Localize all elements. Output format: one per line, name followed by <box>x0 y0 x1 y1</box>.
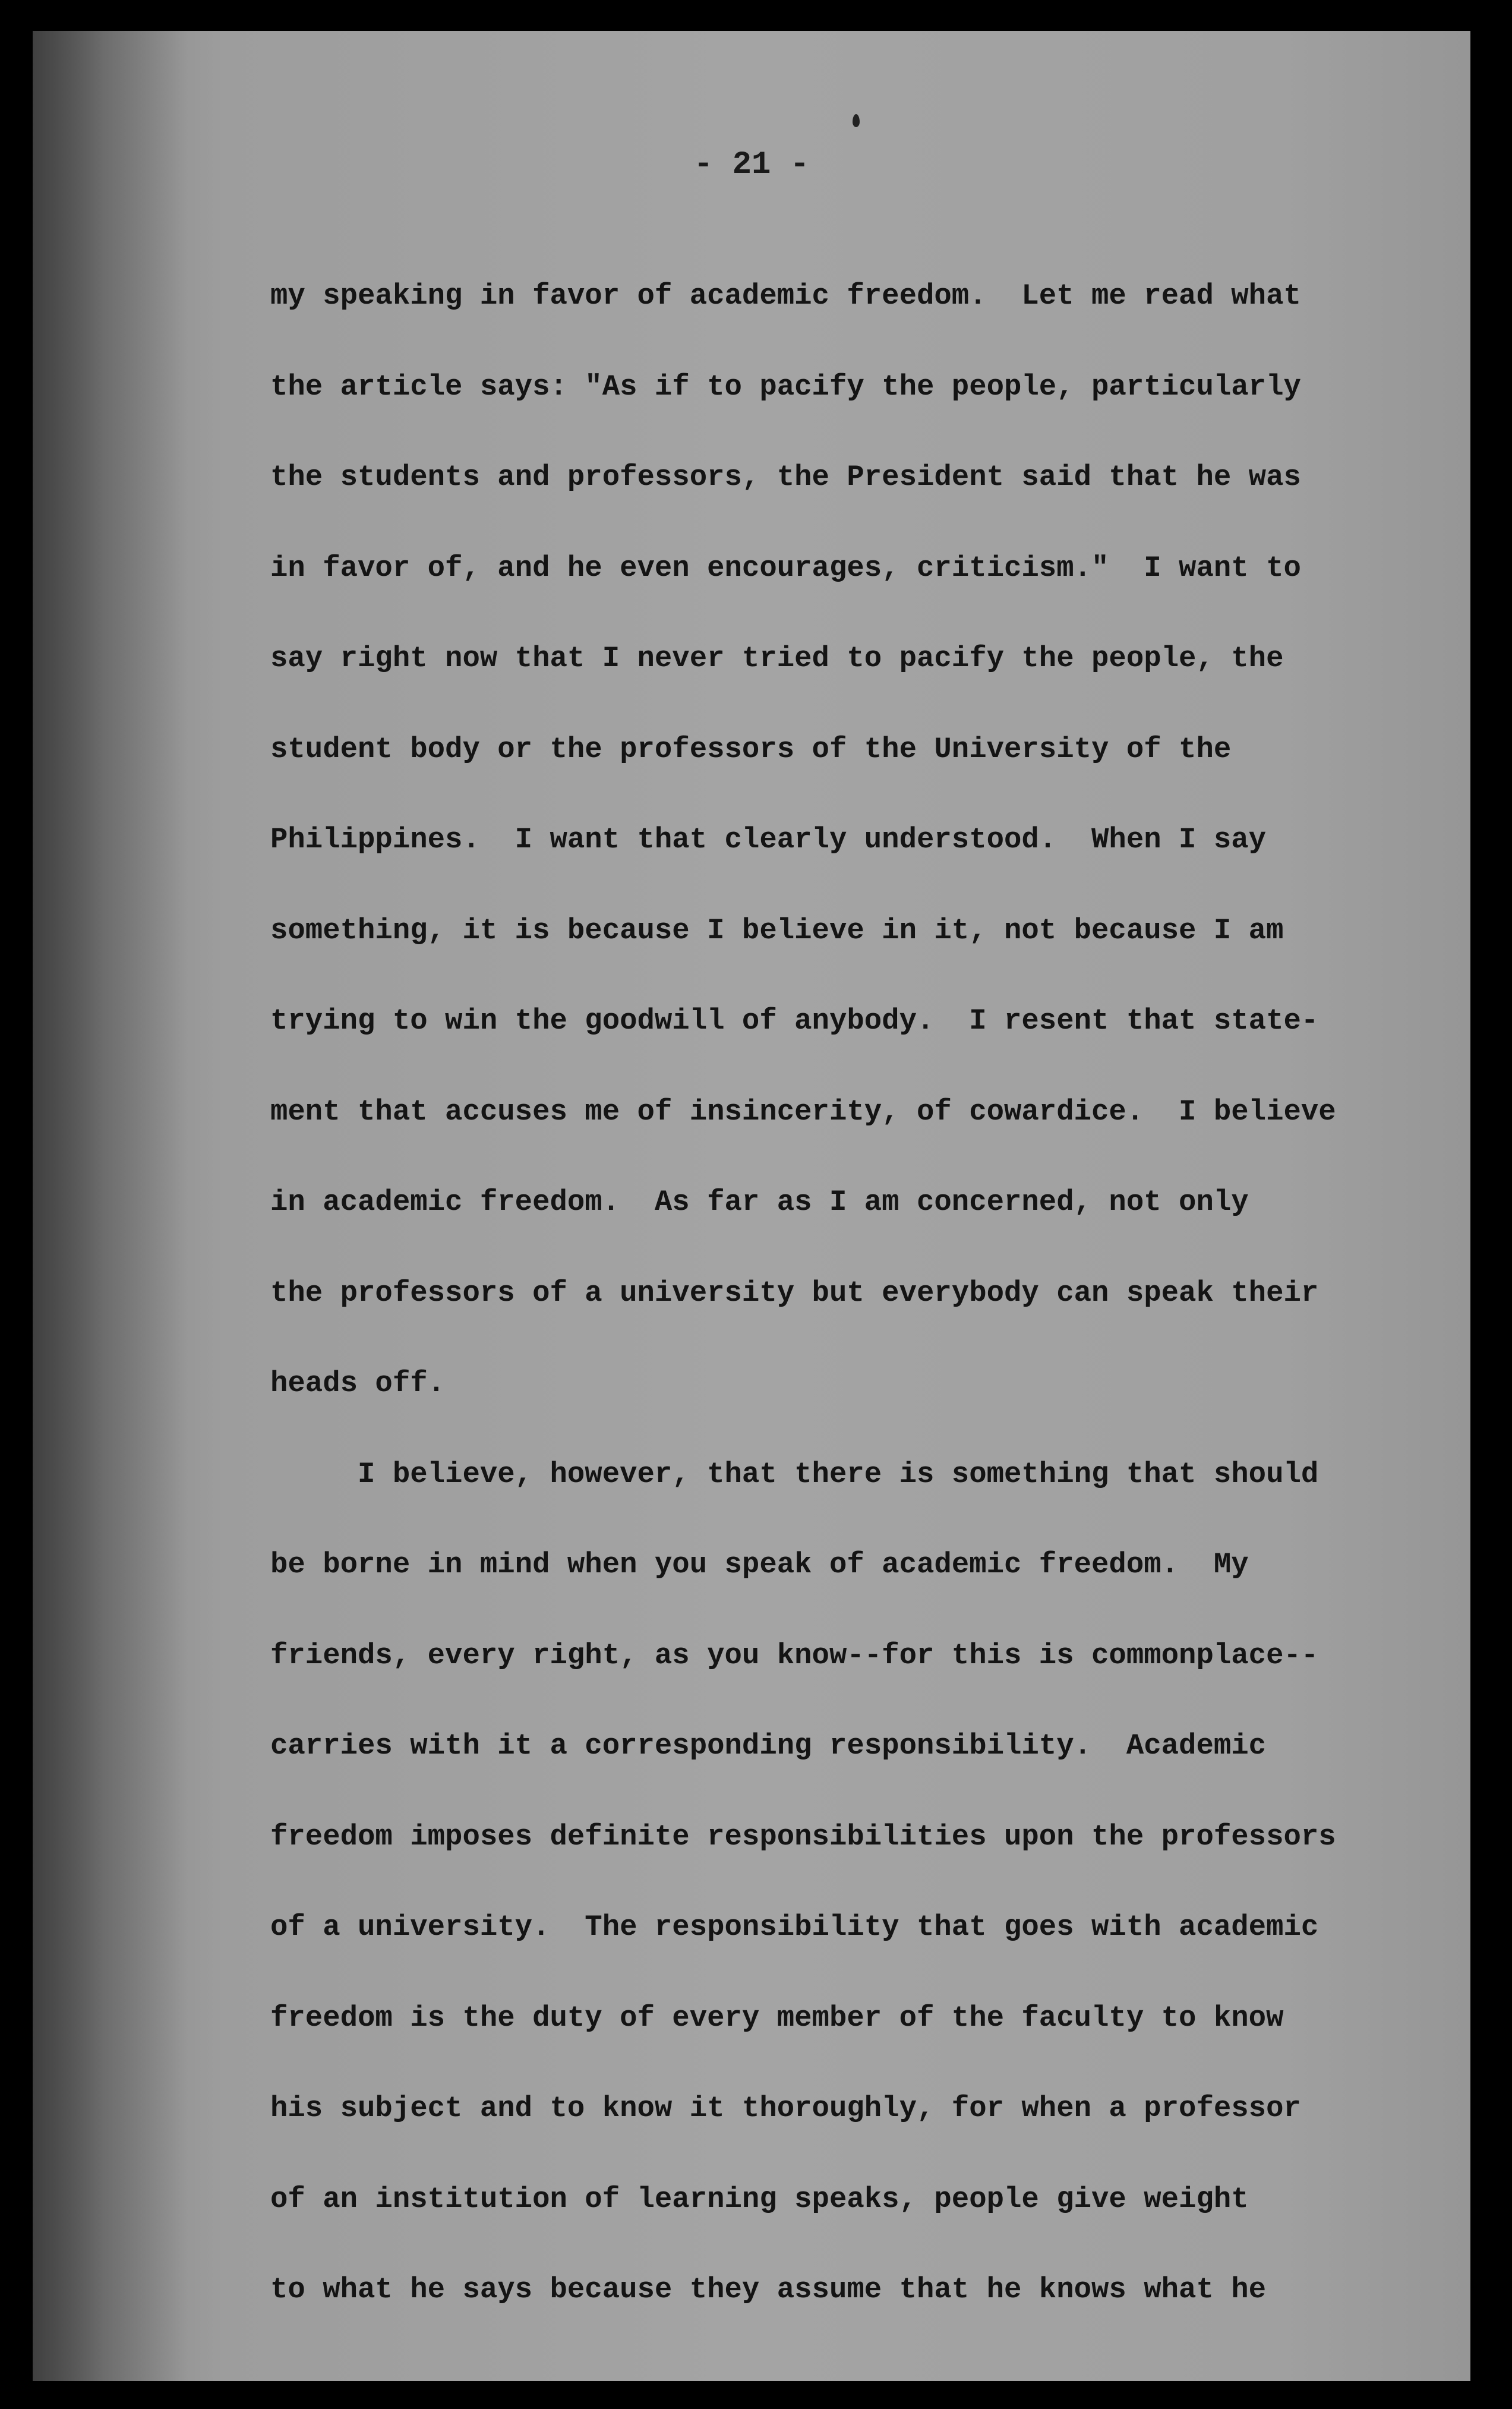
text-line: in favor of, and he even encourages, criticism." I want to <box>270 551 1301 585</box>
text-line: say right now that I never tried to pacify the people, the <box>270 642 1284 675</box>
text-line: student body or the professors of the University of the <box>270 732 1232 766</box>
text-line: my speaking in favor of academic freedom. Let me read what <box>270 279 1301 313</box>
text-line: the professors of a university but everybody can speak their <box>270 1276 1319 1310</box>
text-line: freedom is the duty of every member of the faculty to know <box>270 2001 1284 2035</box>
text-line: trying to win the goodwill of anybody. I resent that state- <box>270 1004 1319 1038</box>
text-line: carries with it a corresponding responsibility. Academic <box>270 1729 1267 1762</box>
text-line: the students and professors, the President said that he was <box>270 461 1301 494</box>
text-line: friends, every right, as you know--for this is commonplace-- <box>270 1638 1319 1672</box>
typewritten-page <box>33 31 1470 2381</box>
text-line: something, it is because I believe in it, not because I am <box>270 913 1284 947</box>
text-line: of an institution of learning speaks, people give weight <box>270 2182 1249 2216</box>
page-number: - 21 - <box>693 147 810 183</box>
text-line: his subject and to know it thoroughly, for when a professor <box>270 2092 1301 2125</box>
text-line: of a university. The responsibility that goes with academic <box>270 1910 1319 1944</box>
ink-mark <box>853 114 860 127</box>
text-line: Philippines. I want that clearly understood. When I say <box>270 823 1267 856</box>
text-line: in academic freedom. As far as I am concerned, not only <box>270 1185 1249 1219</box>
text-line: ment that accuses me of insincerity, of cowardice. I believe <box>270 1095 1336 1128</box>
text-line: to what he says because they assume that he knows what he <box>270 2273 1267 2306</box>
body-text <box>270 251 1435 2335</box>
text-line: I believe, however, that there is something that should <box>270 1457 1319 1491</box>
text-line: the article says: "As if to pacify the people, particularly <box>270 370 1301 403</box>
text-line: freedom imposes definite responsibilities upon the professors <box>270 1820 1336 1853</box>
text-line: heads off. <box>270 1367 446 1400</box>
text-line: be borne in mind when you speak of academic freedom. My <box>270 1548 1249 1581</box>
